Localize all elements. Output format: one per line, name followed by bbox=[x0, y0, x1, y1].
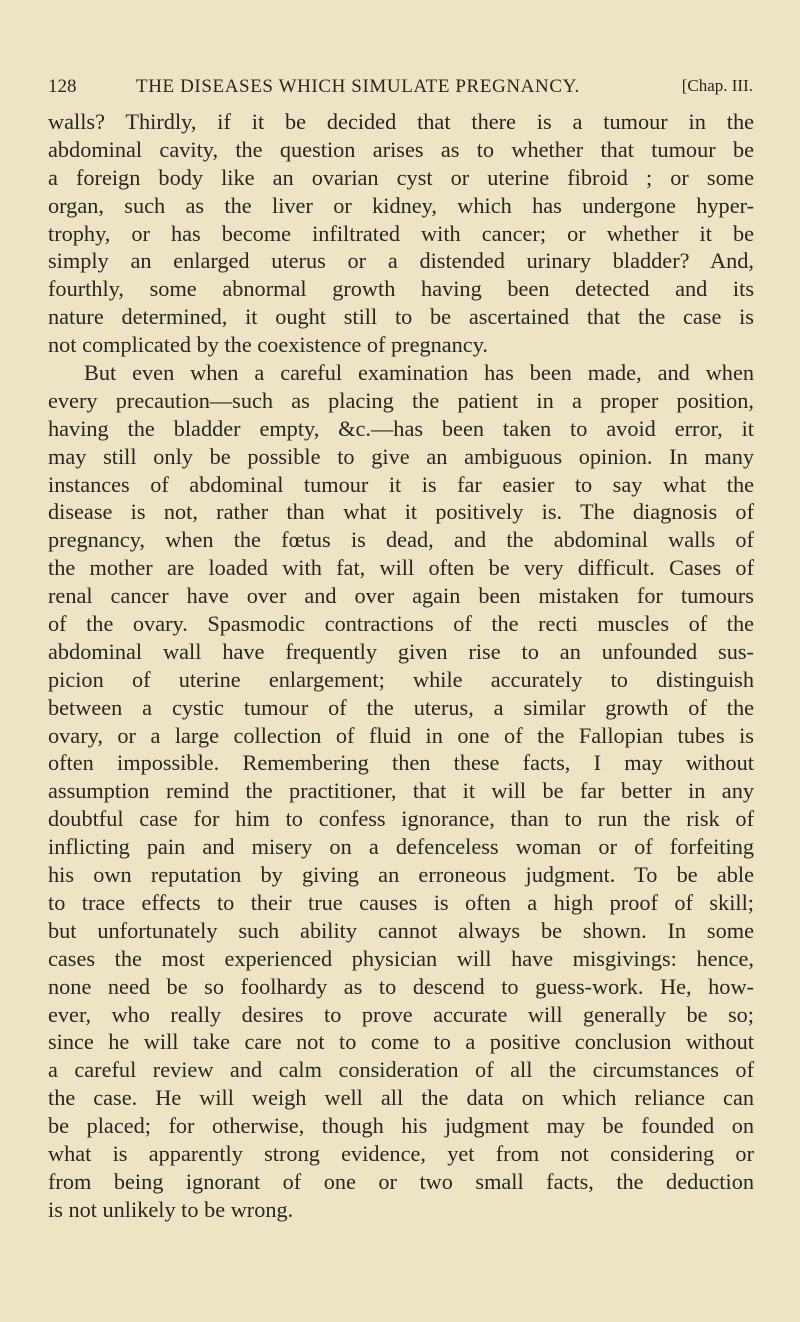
text-line: every precaution—such as placing the patient in a proper position, bbox=[48, 387, 754, 413]
text-line: to trace effects to their true causes is often a high proof of skill; bbox=[48, 889, 754, 915]
text-line: picion of uterine enlargement; while accurately to distinguish bbox=[48, 666, 754, 692]
page-body-text bbox=[48, 108, 754, 1224]
text-line: trophy, or has become infiltrated with cancer; or whether it be bbox=[48, 220, 754, 246]
text-line: none need be so foolhardy as to descend to guess-work. He, how- bbox=[48, 973, 754, 999]
running-title: THE DISEASES WHICH SIMULATE PREGNANCY. bbox=[136, 76, 580, 97]
text-line: a foreign body like an ovarian cyst or uterine fibroid ; or some bbox=[48, 164, 754, 190]
text-line: since he will take care not to come to a positive conclusion without bbox=[48, 1029, 754, 1055]
text-line: between a cystic tumour of the uterus, a similar growth of the bbox=[48, 694, 754, 720]
page-number: 128 bbox=[48, 76, 77, 97]
text-line: nature determined, it ought still to be ascertained that the case is bbox=[48, 304, 754, 330]
text-line: from being ignorant of one or two small facts, the deduction bbox=[48, 1168, 754, 1194]
text-line: a careful review and calm consideration of all the circumstances of bbox=[48, 1057, 754, 1083]
chapter-label: [Chap. III. bbox=[681, 76, 753, 95]
text-line: not complicated by the coexistence of pregnancy. bbox=[48, 332, 488, 358]
text-line: walls? Thirdly, if it be decided that there is a tumour in the bbox=[48, 109, 754, 134]
text-line: But even when a careful examination has been made, and when bbox=[84, 360, 754, 386]
text-line: having the bladder empty, &c.—has been taken to avoid error, it bbox=[48, 415, 754, 441]
text-line: organ, such as the liver or kidney, which has undergone hyper- bbox=[48, 192, 754, 218]
text-line: ever, who really desires to prove accurate will generally be so; bbox=[48, 1001, 754, 1027]
text-line: inflicting pain and misery on a defenceless woman or of forfeiting bbox=[48, 834, 754, 860]
text-line: pregnancy, when the fœtus is dead, and the abdominal walls of bbox=[48, 527, 754, 553]
text-line: simply an enlarged uterus or a distended urinary bladder? And, bbox=[48, 248, 754, 274]
text-line: the mother are loaded with fat, will often be very difficult. Cases of bbox=[48, 555, 754, 581]
text-line: of the ovary. Spasmodic contractions of the recti muscles of the bbox=[48, 611, 754, 637]
text-line: instances of abdominal tumour it is far easier to say what the bbox=[48, 471, 754, 497]
text-line: the case. He will weigh well all the data on which reliance can bbox=[48, 1085, 754, 1111]
text-line: what is apparently strong evidence, yet from not considering or bbox=[48, 1140, 754, 1166]
text-line: disease is not, rather than what it positively is. The diagnosis of bbox=[48, 499, 754, 525]
text-line: be placed; for otherwise, though his judgment may be founded on bbox=[48, 1113, 754, 1139]
text-line: assumption remind the practitioner, that it will be far better in any bbox=[48, 778, 754, 804]
text-line: renal cancer have over and over again been mistaken for tumours bbox=[48, 583, 754, 609]
text-line: cases the most experienced physician will have misgivings: hence, bbox=[48, 945, 754, 971]
text-line: may still only be possible to give an ambiguous opinion. In many bbox=[48, 443, 754, 469]
text-line: doubtful case for him to confess ignorance, than to run the risk of bbox=[48, 806, 754, 832]
text-line: abdominal wall have frequently given rise to an unfounded sus- bbox=[48, 638, 754, 664]
text-line: is not unlikely to be wrong. bbox=[48, 1196, 294, 1222]
text-line: his own reputation by giving an erroneous judgment. To be able bbox=[48, 862, 754, 888]
text-line: ovary, or a large collection of fluid in one of the Fallopian tubes is bbox=[48, 722, 754, 748]
text-line: fourthly, some abnormal growth having been detected and its bbox=[48, 276, 754, 302]
text-line: often impossible. Remembering then these facts, I may without bbox=[48, 750, 754, 776]
text-line: but unfortunately such ability cannot always be shown. In some bbox=[48, 917, 754, 943]
page-header bbox=[48, 76, 753, 102]
text-line: abdominal cavity, the question arises as to whether that tumour be bbox=[48, 136, 754, 162]
